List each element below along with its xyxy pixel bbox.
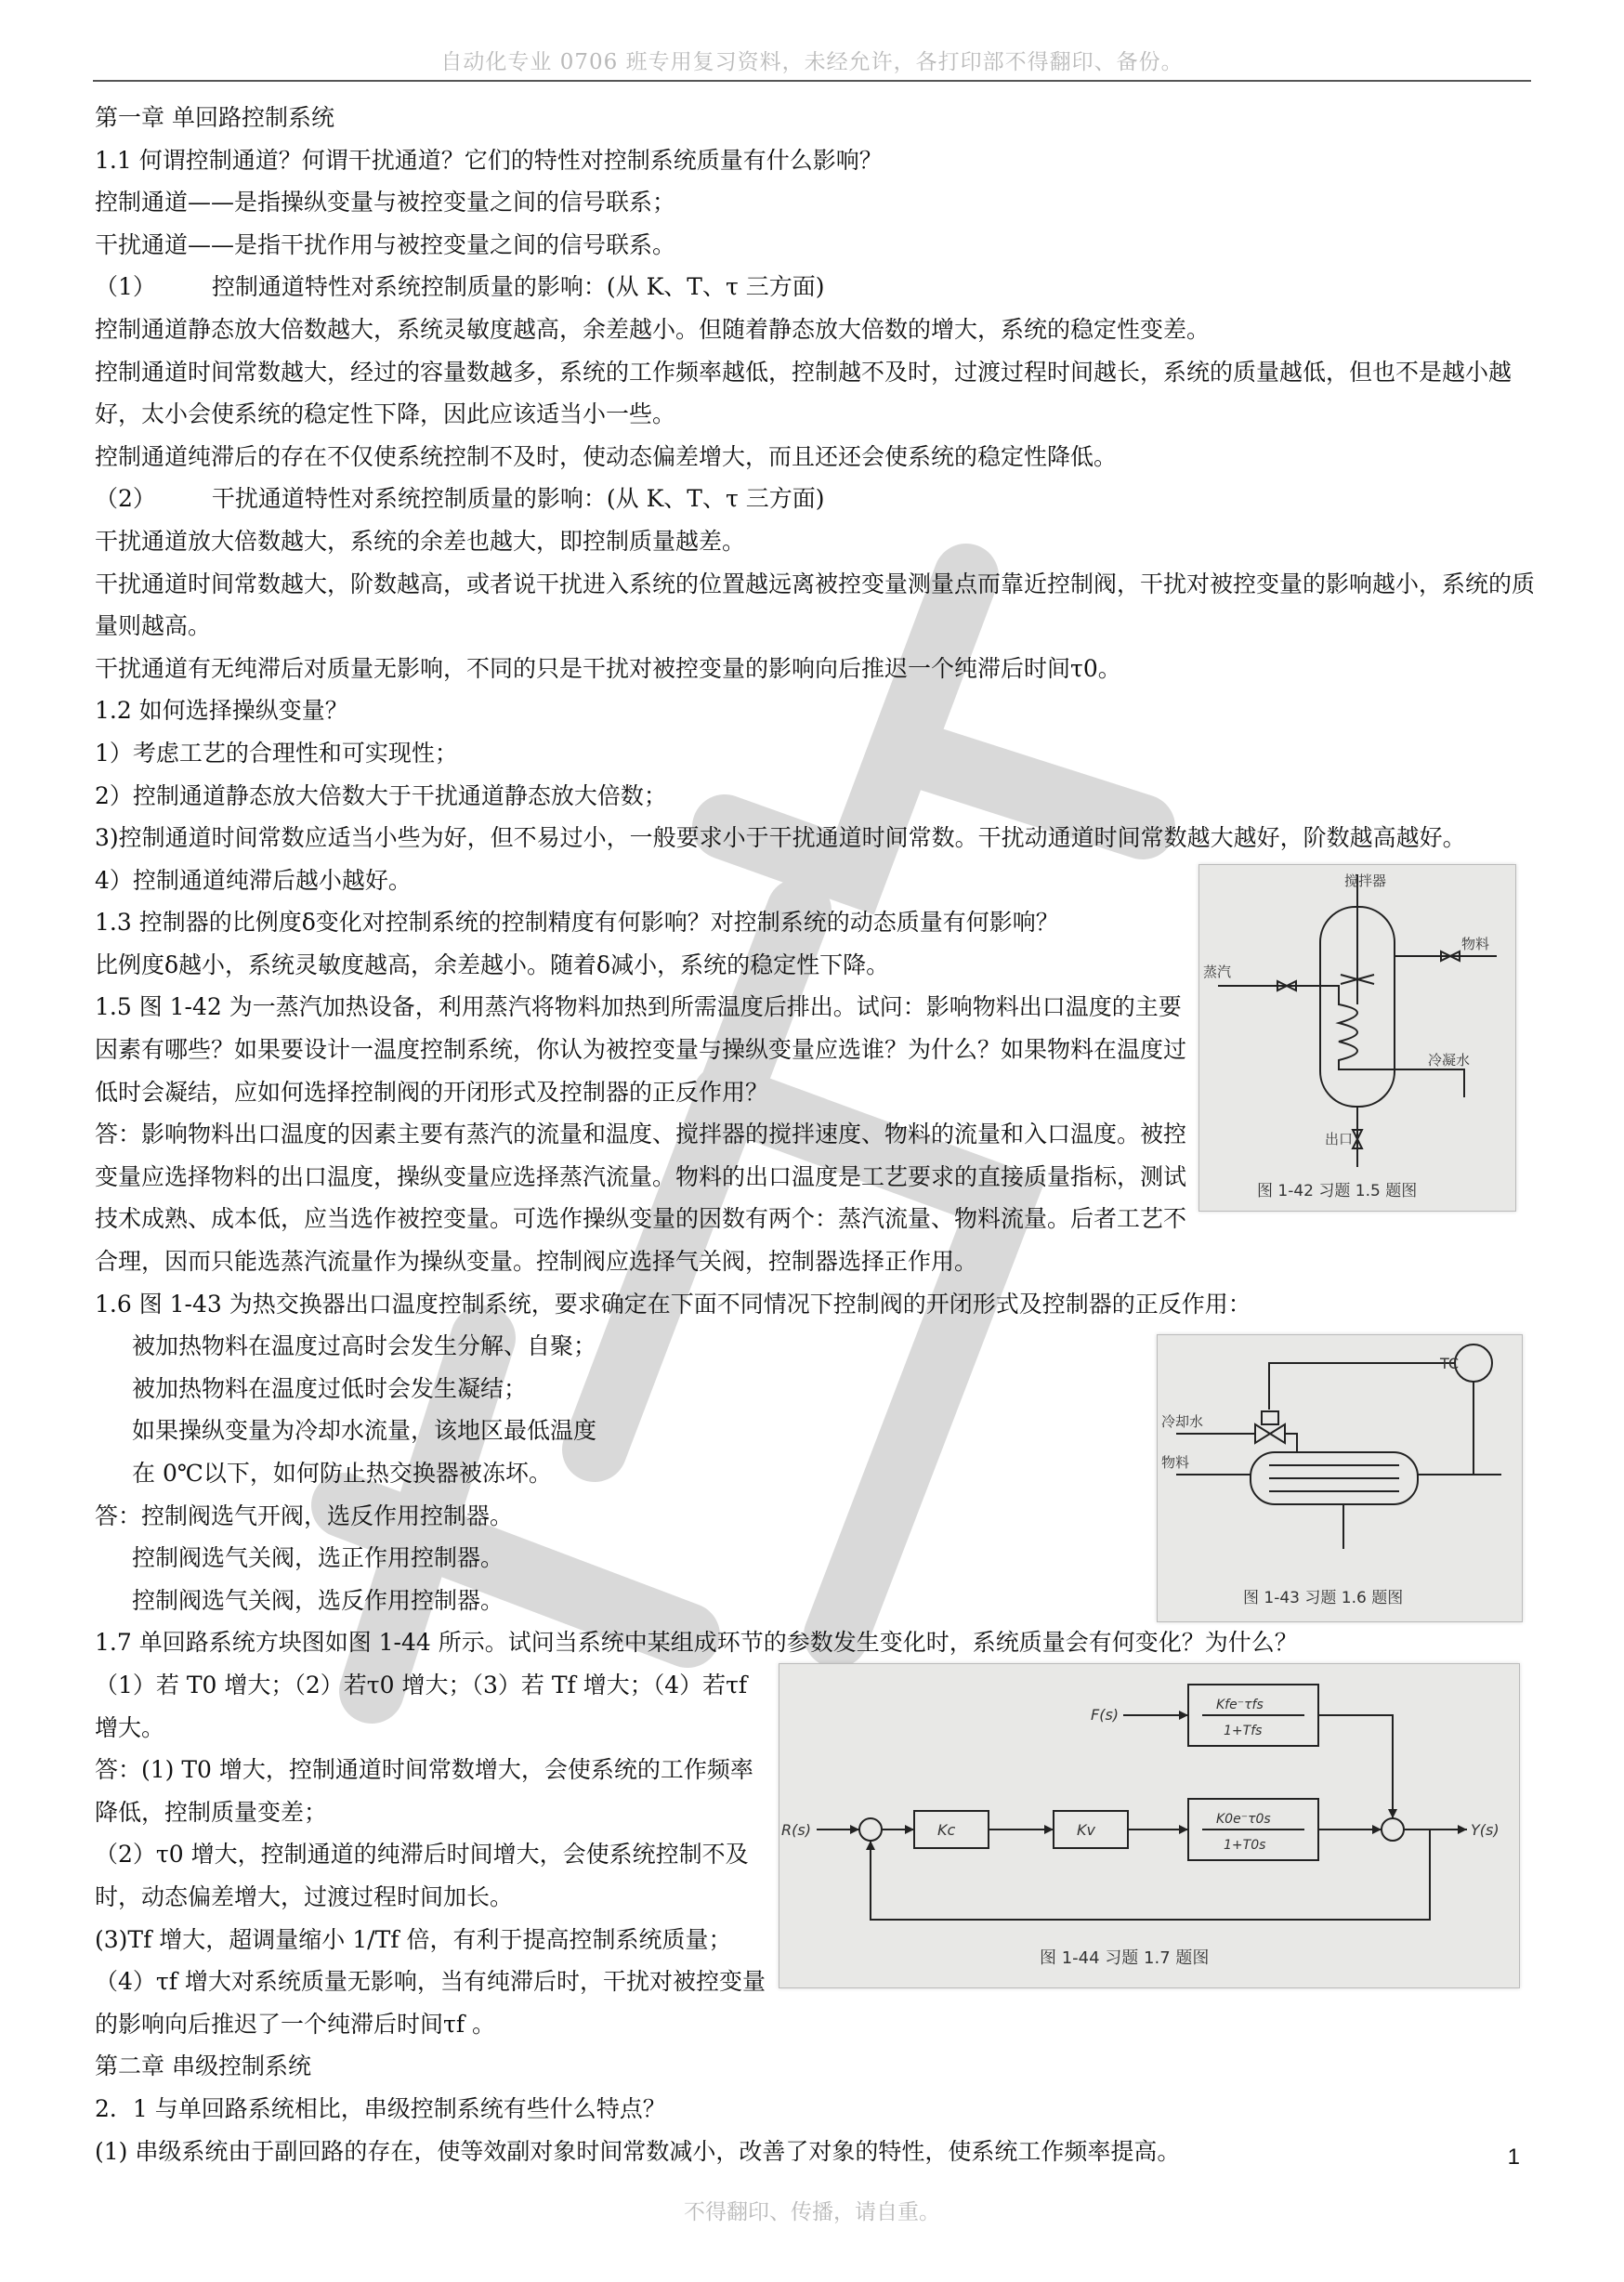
text-line: 控制阀选气关阀，选反作用控制器。 [132,1586,504,1614]
label-Gf-denominator: 1+Tfs [1224,1724,1263,1738]
text-line: 4）控制通道纯滞后越小越好。 [95,866,412,894]
question-1-1: 1.1 何谓控制通道？何谓干扰通道？它们的特性对控制系统质量有什么影响？ [95,146,883,174]
text-line: 在 0℃以下，如何防止热交换器被冻坏。 [132,1460,552,1487]
label-Kv: Kv [1077,1821,1095,1839]
header-rule [93,80,1531,82]
text-paragraph: 控制通道时间常数越大，经过的容量数越多，系统的工作频率越低，控制越不及时，过渡过程时间越长，系统的质量越低，但也不是越小越好，太小会使系统的稳定性下降，因此应该适当小一些。 [95,358,1513,428]
text-line: 干扰通道——是指干扰作用与被控变量之间的信号联系。 [95,230,676,258]
page-header: 自动化专业 0706 班专用复习资料，未经允许，各打印部不得翻印、备份。 [440,50,1184,74]
text-line [95,266,1544,308]
label-G0-denominator: 1+T0s [1224,1838,1266,1853]
text-line: 干扰通道放大倍数越大，系统的余差也越大，即控制质量越差。 [95,527,746,555]
text-line: 被加热物料在温度过低时会发生凝结； [132,1374,528,1402]
item-number: （1） [95,273,156,301]
text-line: 如果操纵变量为冷却水流量，该地区最低温度 [132,1417,597,1445]
figure-1-44 [779,1663,1520,1988]
answer-1-6: 答：控制阀选气开阀，选反作用控制器。 [95,1502,514,1529]
label-steam: 蒸汽 [1203,964,1232,980]
question-1-2: 1.2 如何选择操纵变量？ [95,697,348,725]
page-footer: 不得翻印、传播，请自重。 [684,2200,940,2224]
label-material: 物料 [1161,1454,1190,1471]
text-line: (3)Tf 增大，超调量缩小 1/Tf 倍，有利于提高控制系统质量； [95,1925,732,1953]
figure-1-43 [1157,1334,1523,1622]
text-paragraph: （1）若 T0 增大；（2）若τ0 增大；（3）若 Tf 增大；（4）若τf 增大。 [95,1671,748,1741]
text-line: 控制阀选气关阀，选正作用控制器。 [132,1544,504,1572]
label-stirrer: 搅拌器 [1344,872,1387,889]
question-1-5: 1.5 图 1-42 为一蒸汽加热设备，利用蒸汽将物料加热到所需温度后排出。试问：影响物料出口温度的主要因素有哪些？如果要设计一温度控制系统，你认为被控变量与操纵变量应选谁？为什么？如果物料在温度过低时会凝结，应如何选择控制阀的开闭形式及控制器的正反作用？ [95,993,1187,1106]
label-condensate: 冷凝水 [1428,1052,1471,1069]
item-text: 控制通道特性对系统控制质量的影响：(从 K、T、τ 三方面) [211,273,825,301]
text-line [95,478,1544,520]
text-paragraph: （4）τf 增大对系统质量无影响，当有纯滞后时，干扰对被控变量的影响向后推迟了一个纯滞后时间τf 。 [95,1968,766,2038]
label-cooling-water: 冷却水 [1161,1413,1204,1430]
item-number: （2） [95,485,156,513]
label-Y: Y(s) [1471,1821,1500,1839]
text-line: 2）控制通道静态放大倍数大于干扰通道静态放大倍数； [95,781,667,809]
text-paragraph: （2）τ0 增大，控制通道的纯滞后时间增大，会使系统控制不及时，动态偏差增大，过渡过程时间加长。 [95,1841,749,1910]
figure-caption: 图 1-44 习题 1.7 题图 [1040,1948,1210,1968]
text-line: 控制通道静态放大倍数越大，系统灵敏度越高，余差越小。但随着静态放大倍数的增大，系统的稳定性变差。 [95,315,1211,343]
text-line: 控制通道——是指操纵变量与被控变量之间的信号联系； [95,189,676,216]
label-tc: TC [1440,1355,1460,1372]
chapter-2-title: 第二章 串级控制系统 [95,2052,311,2080]
figure-caption: 图 1-43 习题 1.6 题图 [1243,1589,1404,1607]
label-Gf-numerator: Kfe⁻τfs [1216,1698,1264,1712]
text-paragraph: 干扰通道时间常数越大，阶数越高，或者说干扰进入系统的位置越远离被控变量测量点而靠近控制阀，干扰对被控变量的影响越小，系统的质量则越高。 [95,570,1536,640]
label-material: 物料 [1461,936,1490,952]
page-number: 1 [1507,2144,1520,2170]
label-G0-numerator: K0e⁻τ0s [1216,1812,1271,1827]
figure-1-42 [1198,864,1516,1212]
question-2-1: 2．1 与单回路系统相比，串级控制系统有些什么特点？ [95,2094,666,2122]
question-1-6: 1.6 图 1-43 为热交换器出口温度控制系统，要求确定在下面不同情况下控制阀的开闭形式及控制器的正反作用： [95,1290,1251,1318]
text-line: 比例度δ越小，系统灵敏度越高，余差越小。随着δ减小，系统的稳定性下降。 [95,951,890,978]
answer-1-5: 答：影响物料出口温度的因素主要有蒸汽的流量和温度、搅拌器的搅拌速度、物料的流量和入口温度。被控变量应选择物料的出口温度，操纵变量应选择蒸汽流量。物料的出口温度是工艺要求的直接质量指标，测试技术成熟、成本低，应当选作被控变量。可选作操纵变量的因数有两个：蒸汽流量、物料流量。后者工艺不合理，因而只能选蒸汽流量作为操纵变量。控制阀应选择气关阀，控制器选择正作用。 [95,1121,1187,1276]
chapter-1-title: 第一章 单回路控制系统 [95,104,334,131]
label-F: F(s) [1091,1706,1120,1724]
answer-1-7: 答：(1) T0 增大，控制通道时间常数增大，会使系统的工作频率降低，控制质量变差； [95,1756,753,1826]
text-line: (1) 串级系统由于副回路的存在，使等效副对象时间常数减小，改善了对象的特性，使系统工作频率提高。 [95,2137,1181,2165]
label-R: R(s) [781,1821,811,1839]
question-1-7: 1.7 单回路系统方块图如图 1-44 所示。试问当系统中某组成环节的参数发生变化时，系统质量会有何变化？为什么？ [95,1629,1298,1657]
text-line: 控制通道纯滞后的存在不仅使系统控制不及时，使动态偏差增大，而且还还会使系统的稳定性降低。 [95,442,1118,470]
text-line: 3)控制通道时间常数应适当小些为好，但不易过小，一般要求小于干扰通道时间常数。干扰动通道时间常数越大越好，阶数越高越好。 [95,824,1466,852]
item-text: 干扰通道特性对系统控制质量的影响：(从 K、T、τ 三方面) [211,485,825,513]
label-outlet: 出口 [1325,1131,1354,1148]
question-1-3: 1.3 控制器的比例度δ变化对控制系统的控制精度有何影响？对控制系统的动态质量有何影响？ [95,909,1059,937]
text-line: 干扰通道有无纯滞后对质量无影响，不同的只是干扰对被控变量的影响向后推迟一个纯滞后时间τ0。 [95,654,1121,682]
text-line: 被加热物料在温度过高时会发生分解、自聚； [132,1332,597,1360]
text-line: 1）考虑工艺的合理性和可实现性； [95,739,458,767]
figure-caption: 图 1-42 习题 1.5 题图 [1257,1182,1418,1200]
label-Kc: Kc [937,1821,956,1839]
